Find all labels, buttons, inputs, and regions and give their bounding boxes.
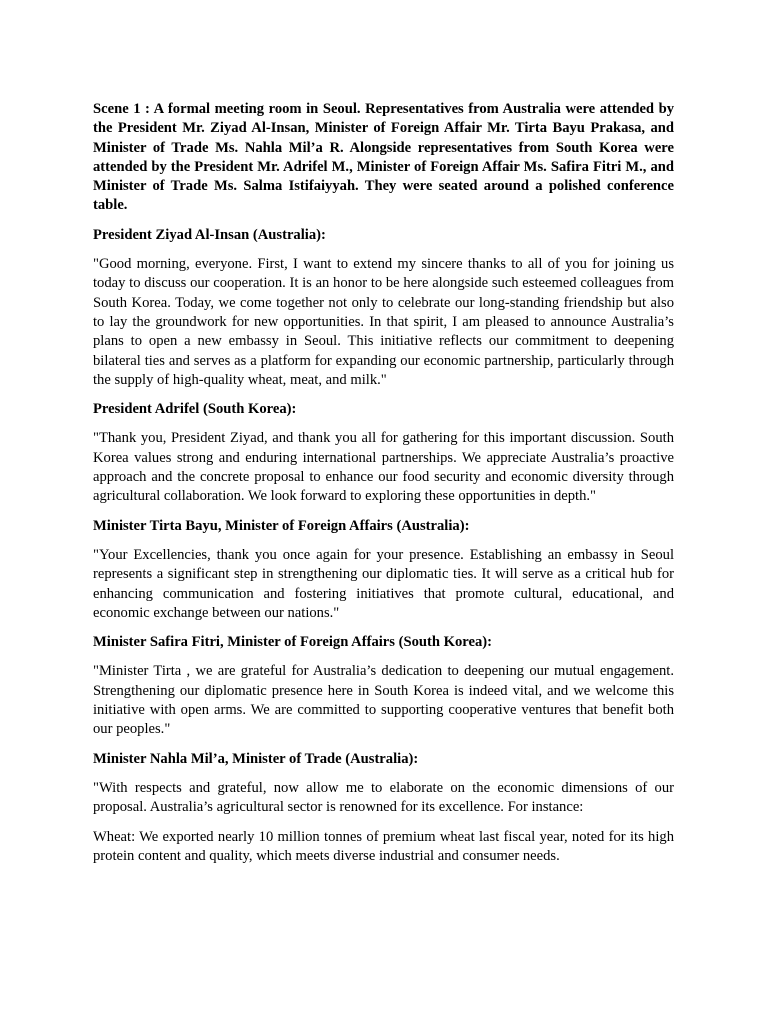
- speaker-heading: President Ziyad Al-Insan (Australia):: [93, 226, 326, 243]
- speech-paragraph: "Thank you, President Ziyad, and thank you all for gathering for this important discussion. South Korea values strong and enduring international partnerships. We appreciate Australia’s proactive approach and the concrete proposal to enhance our food security and economic diversity through agricultural collaboration. We look forward to exploring these opportunities in depth.": [93, 430, 674, 505]
- speaker-heading: Minister Tirta Bayu, Minister of Foreign Affairs (Australia):: [93, 517, 470, 534]
- speech-paragraph: "Minister Tirta , we are grateful for Australia’s dedication to deepening our mutual engagement. Strengthening our diplomatic presence here in South Korea is indeed vital, and we welcome this initiative with open arms. We are committed to supporting cooperative ventures that benefit both our peoples.": [93, 663, 674, 738]
- wheat-paragraph: Wheat: We exported nearly 10 million tonnes of premium wheat last fiscal year, noted for its high protein content and quality, which meets diverse industrial and consumer needs.: [93, 828, 674, 864]
- speech-paragraph: "With respects and grateful, now allow me to elaborate on the economic dimensions of our proposal. Australia’s agricultural sector is renowned for its excellence. For instance:: [93, 779, 674, 816]
- speech-paragraph: "Good morning, everyone. First, I want to extend my sincere thanks to all of you for joining us today to discuss our cooperation. It is an honor to be here alongside such esteemed colleagues from South Korea. Today, we come together not only to celebrate our long-standing friendship but also to lay the groundwork for new opportunities. In that spirit, I am pleased to announce Australia’s plans to open a new embassy in Seoul. This initiative reflects our commitment to deepening bilateral ties and serves as a platform for expanding our economic partnership, particularly through the supply of high-quality wheat, meat, and milk.": [93, 256, 674, 388]
- speech-paragraph: "Your Excellencies, thank you once again for your presence. Establishing an embassy in Seoul represents a significant step in strengthening our diplomatic ties. It will serve as a critical hub for enhancing communication and fostering initiatives that promote cultural, educational, and economic exchange between our nations.": [93, 546, 674, 621]
- speaker-heading: Minister Safira Fitri, Minister of Foreign Affairs (South Korea):: [93, 634, 492, 651]
- speaker-heading: President Adrifel (South Korea):: [93, 401, 297, 418]
- speaker-heading: Minister Nahla Mil’a, Minister of Trade (Australia):: [93, 750, 419, 767]
- document-page: [93, 100, 674, 876]
- scene-description: Scene 1 : A formal meeting room in Seoul. Representatives from Australia were attended by the President Mr. Ziyad Al-Insan, Minister of Foreign Affair Mr. Tirta Bayu Prakasa, and Minister of Trade Ms. Nahla Mil’a R. Alongside representatives from South Korea were attended by the President Mr. Adrifel M., Minister of Foreign Affair Ms. Safira Fitri M., and Minister of Trade Ms. Salma Istifaiyyah. They were seated around a polished conference table.: [93, 101, 674, 214]
